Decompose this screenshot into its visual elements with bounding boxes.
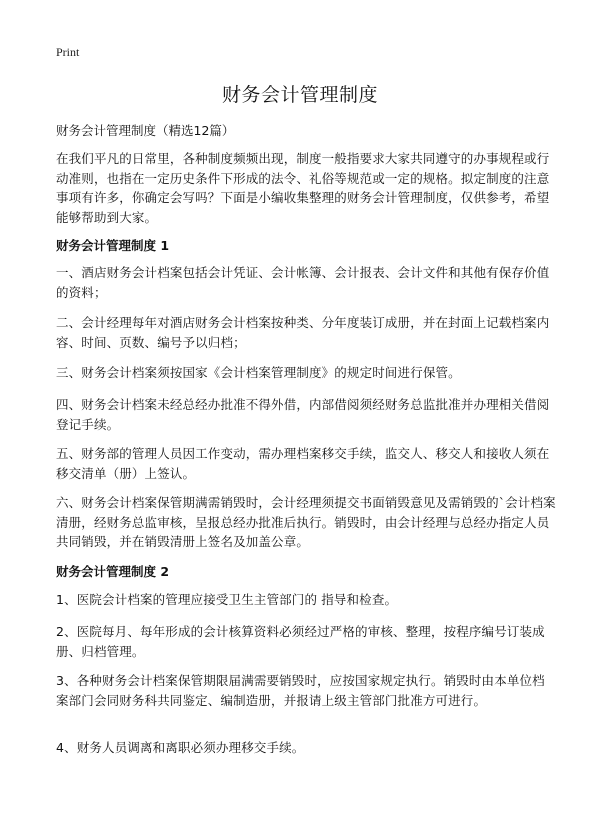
section-paragraph: 六、财务会计档案保管期满需销毁时，会计经理须提交书面销毁意见及需销毁的`会计档案清册，经财务总监审核，呈报总经办批准后执行。销毁时，由会计经理与总经办指定人员共同销毁，并在销毁清册上签名及加盖公章。: [56, 495, 556, 549]
print-link[interactable]: Print: [56, 45, 80, 59]
section-paragraph: 三、财务会计档案须按国家《会计档案管理制度》的规定时间进行保管。: [56, 365, 461, 380]
section-paragraph: 3、各种财务会计档案保管期限届满需要销毁时，应按国家规定执行。销毁时由本单位档案部门会同财务科共同鉴定、编制造册，并报请上级主管部门批准方可进行。: [56, 673, 545, 708]
section-paragraph: 2、医院每月、每年形成的会计核算资料必须经过严格的审核、整理，按程序编号订装成册、归档管理。: [56, 624, 545, 659]
section-paragraph: 4、财务人员调离和离职必须办理移交手续。: [56, 740, 305, 755]
section-paragraph: 一、酒店财务会计档案包括会计凭证、会计帐簿、会计报表、会计文件和其他有保存价值的资料；: [56, 265, 550, 300]
section-paragraph: 1、医院会计档案的管理应接受卫生主管部门的 指导和检查。: [56, 592, 398, 607]
intro-paragraph: 在我们平凡的日常里，各种制度频频出现，制度一般指要求大家共同遵守的办事规程或行动准则，也指在一定历史条件下形成的法令、礼俗等规范或一定的规格。拟定制度的注意事项有许多，你确定会写吗？下面是小编收集整理的财务会计管理制度，仅供参考，希望能够帮助到大家。: [56, 151, 550, 225]
document-subtitle: 财务会计管理制度（精选12篇）: [56, 123, 235, 138]
document-title: 财务会计管理制度: [221, 84, 378, 106]
section-heading: 财务会计管理制度 2: [56, 564, 170, 579]
section-heading: 财务会计管理制度 1: [56, 238, 170, 253]
section-paragraph: 五、财务部的管理人员因工作变动，需办理档案移交手续，监交人、移交人和接收人须在移交清单（册）上签认。: [56, 446, 550, 481]
section-paragraph: 二、会计经理每年对酒店财务会计档案按种类、分年度装订成册，并在封面上记载档案内容、时间、页数、编号予以归档；: [56, 315, 550, 350]
section-paragraph: 四、财务会计档案未经总经办批准不得外借，内部借阅须经财务总监批准并办理相关借阅登记手续。: [56, 397, 550, 432]
